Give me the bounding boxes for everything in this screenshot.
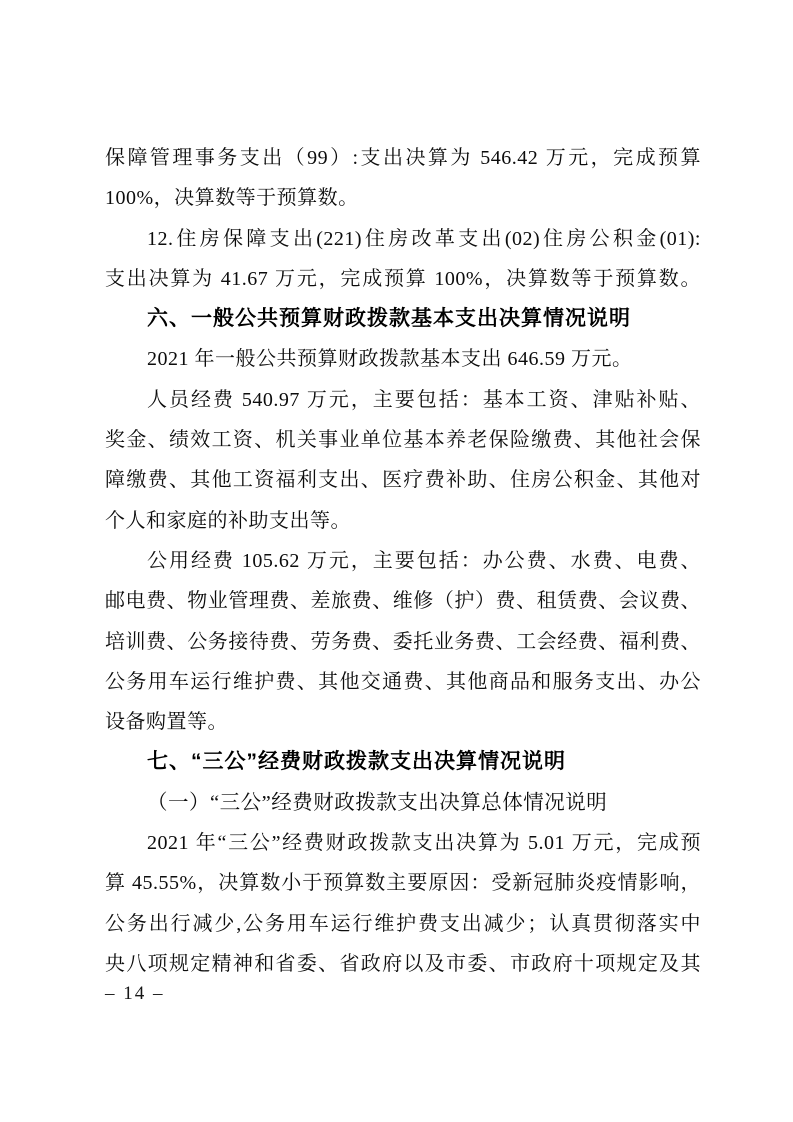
text-line: 培训费、公务接待费、劳务费、委托业务费、工会经费、福利费、 <box>105 630 701 653</box>
text-line: 算 45.55%，决算数小于预算数主要原因：受新冠肺炎疫情影响， <box>105 872 701 895</box>
paragraph <box>105 380 701 541</box>
text-line: 公务用车运行维护费、其他交通费、其他商品和服务支出、办公 <box>105 670 701 693</box>
text-line: 100%，决算数等于预算数。 <box>105 187 359 210</box>
text-line: 邮电费、物业管理费、差旅费、维修（护）费、租赁费、会议费、 <box>105 590 701 613</box>
paragraph <box>105 138 701 219</box>
paragraph <box>105 339 701 379</box>
text-line: 12.住房保障支出(221)住房改革支出(02)住房公积金(01): <box>147 227 701 250</box>
text-line: 七、“三公”经费财政拨款支出决算情况说明 <box>147 750 566 774</box>
section-heading <box>105 299 701 339</box>
text-line: 六、一般公共预算财政拨款基本支出决算情况说明 <box>147 307 631 331</box>
text-line: （一）“三公”经费财政拨款支出决算总体情况说明 <box>147 791 608 814</box>
text-line: 保障管理事务支出（99）:支出决算为 546.42 万元，完成预算 <box>105 147 701 169</box>
page-number-label: – 14 – <box>105 983 165 1004</box>
text-line: 设备购置等。 <box>105 711 228 734</box>
text-line: 奖金、绩效工资、机关事业单位基本养老保险缴费、其他社会保 <box>105 429 701 452</box>
text-line: 央八项规定精神和省委、省政府以及市委、市政府十项规定及其 <box>105 952 701 975</box>
sub-heading <box>105 783 701 823</box>
text-line: 障缴费、其他工资福利支出、医疗费补助、住房公积金、其他对 <box>105 469 701 492</box>
text-line: 2021 年一般公共预算财政拨款基本支出 646.59 万元。 <box>147 348 633 371</box>
text-line: 公务出行减少,公务用车运行维护费支出减少；认真贯彻落实中 <box>105 912 701 935</box>
paragraph <box>105 219 701 300</box>
document-body <box>105 138 701 984</box>
text-line: 支出决算为 41.67 万元，完成预算 100%，决算数等于预算数。 <box>105 267 701 290</box>
section-heading <box>105 742 701 782</box>
text-line: 2021 年“三公”经费财政拨款支出决算为 5.01 万元，完成预 <box>147 832 701 855</box>
paragraph <box>105 823 701 984</box>
text-line: 公用经费 105.62 万元，主要包括：办公费、水费、电费、 <box>147 549 701 572</box>
text-line: 个人和家庭的补助支出等。 <box>105 509 351 532</box>
page-number <box>105 983 165 1005</box>
paragraph <box>105 541 701 742</box>
text-line: 人员经费 540.97 万元，主要包括：基本工资、津贴补贴、 <box>147 388 701 411</box>
